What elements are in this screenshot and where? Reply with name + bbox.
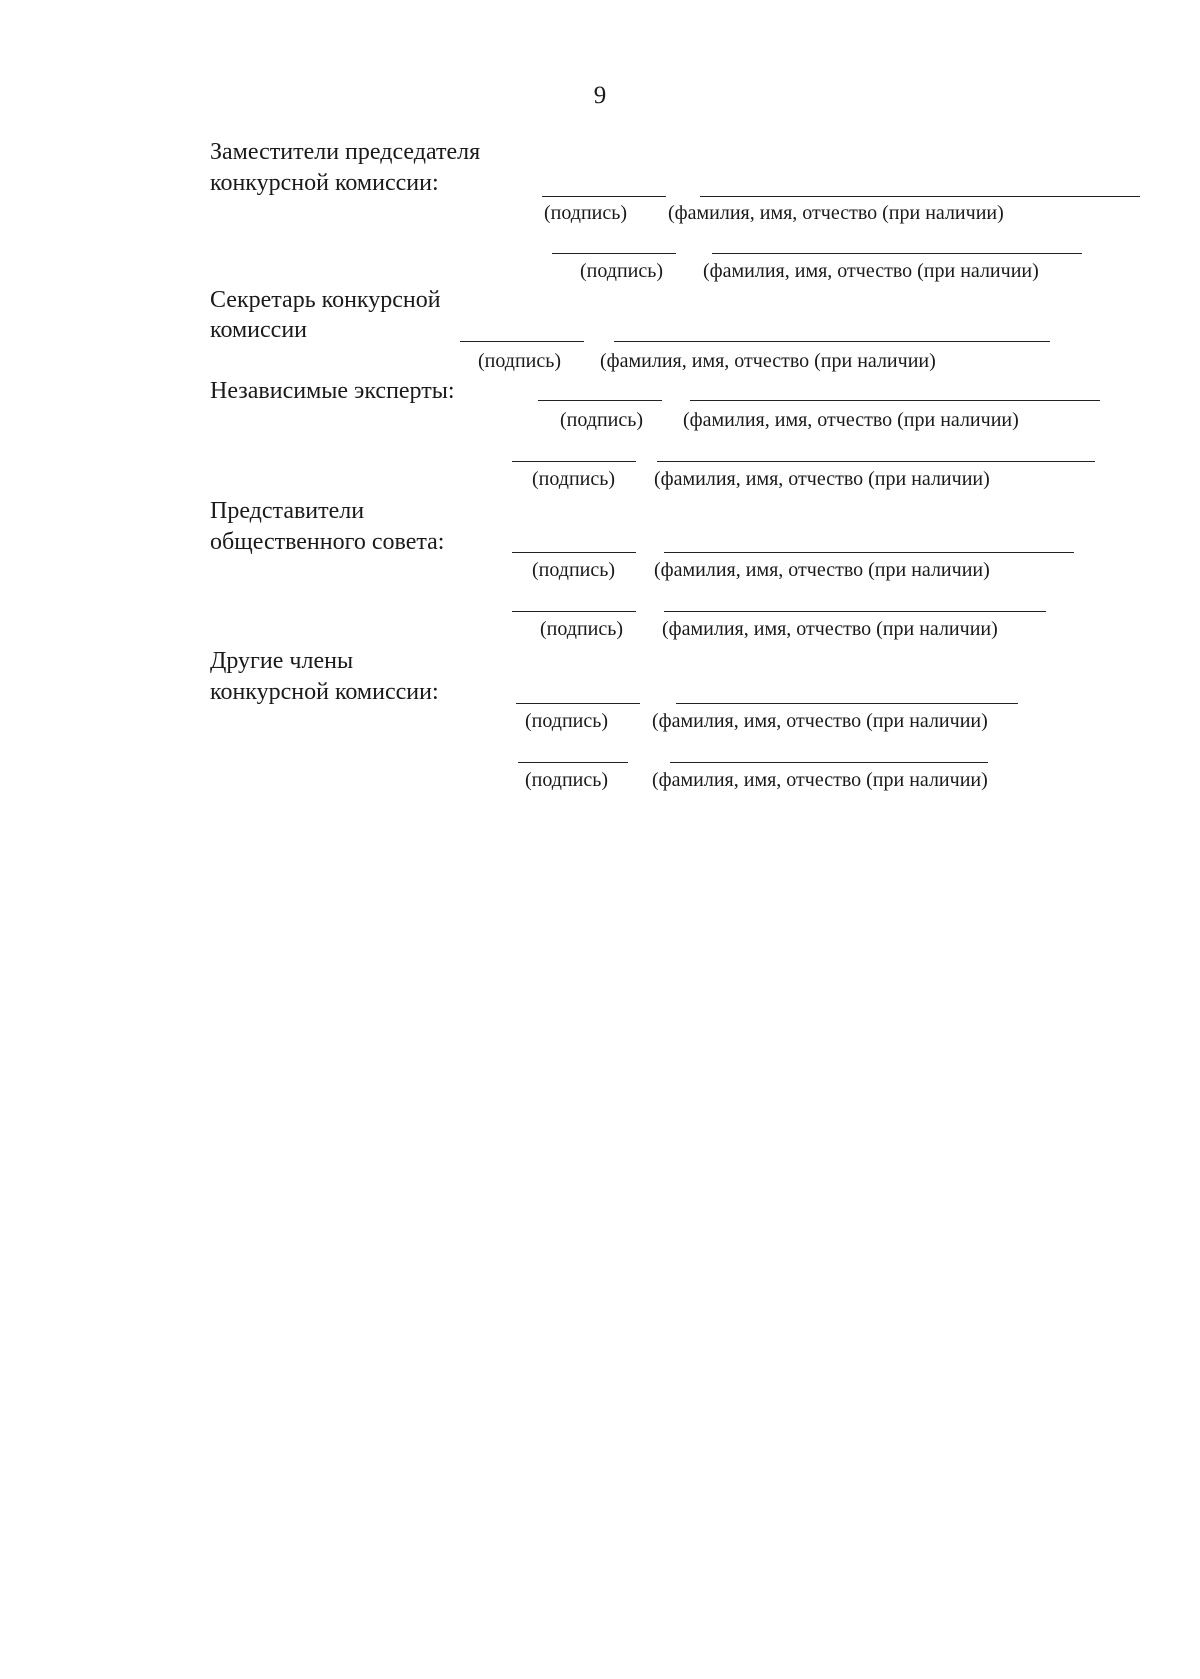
role-public-council-line1: Представители (210, 498, 365, 524)
name-line (700, 196, 1140, 197)
name-caption: (фамилия, имя, отчество (при наличии) (668, 202, 1004, 224)
signature-line (518, 762, 628, 763)
signature-line (512, 611, 636, 612)
name-line (690, 400, 1100, 401)
name-line (664, 611, 1046, 612)
signature-caption: (подпись) (540, 618, 624, 640)
signature-line (542, 196, 666, 197)
name-caption: (фамилия, имя, отчество (при наличии) (703, 260, 1039, 282)
signature-line (512, 552, 636, 553)
signature-caption: (подпись) (532, 468, 616, 490)
signature-line (552, 253, 676, 254)
name-line (670, 762, 988, 763)
signature-caption: (подпись) (478, 350, 562, 372)
name-line (676, 703, 1018, 704)
signature-caption: (подпись) (525, 769, 609, 791)
role-other-members-line1: Другие члены (210, 648, 354, 674)
signature-caption: (подпись) (525, 710, 609, 732)
signature-line (538, 400, 662, 401)
signature-caption: (подпись) (580, 260, 664, 282)
role-secretary-line1: Секретарь конкурсной (210, 287, 441, 313)
name-caption: (фамилия, имя, отчество (при наличии) (600, 350, 936, 372)
signature-caption: (подпись) (560, 409, 644, 431)
name-line (614, 341, 1050, 342)
name-caption: (фамилия, имя, отчество (при наличии) (652, 769, 988, 791)
signature-line (512, 461, 636, 462)
name-line (712, 253, 1082, 254)
page-number: 9 (593, 82, 607, 109)
name-caption: (фамилия, имя, отчество (при наличии) (654, 559, 990, 581)
role-secretary-line2: комиссии (210, 317, 308, 343)
role-deputy-chairs-line1: Заместители председателя (210, 139, 481, 165)
name-caption: (фамилия, имя, отчество (при наличии) (662, 618, 998, 640)
signature-caption: (подпись) (544, 202, 628, 224)
name-caption: (фамилия, имя, отчество (при наличии) (683, 409, 1019, 431)
role-other-members-line2: конкурсной комиссии: (210, 679, 439, 705)
name-caption: (фамилия, имя, отчество (при наличии) (654, 468, 990, 490)
signature-caption: (подпись) (532, 559, 616, 581)
role-experts-line1: Независимые эксперты: (210, 378, 455, 404)
name-line (657, 461, 1095, 462)
name-line (664, 552, 1074, 553)
role-deputy-chairs-line2: конкурсной комиссии: (210, 170, 439, 196)
signature-line (516, 703, 640, 704)
role-public-council-line2: общественного совета: (210, 529, 445, 555)
signature-line (460, 341, 584, 342)
name-caption: (фамилия, имя, отчество (при наличии) (652, 710, 988, 732)
